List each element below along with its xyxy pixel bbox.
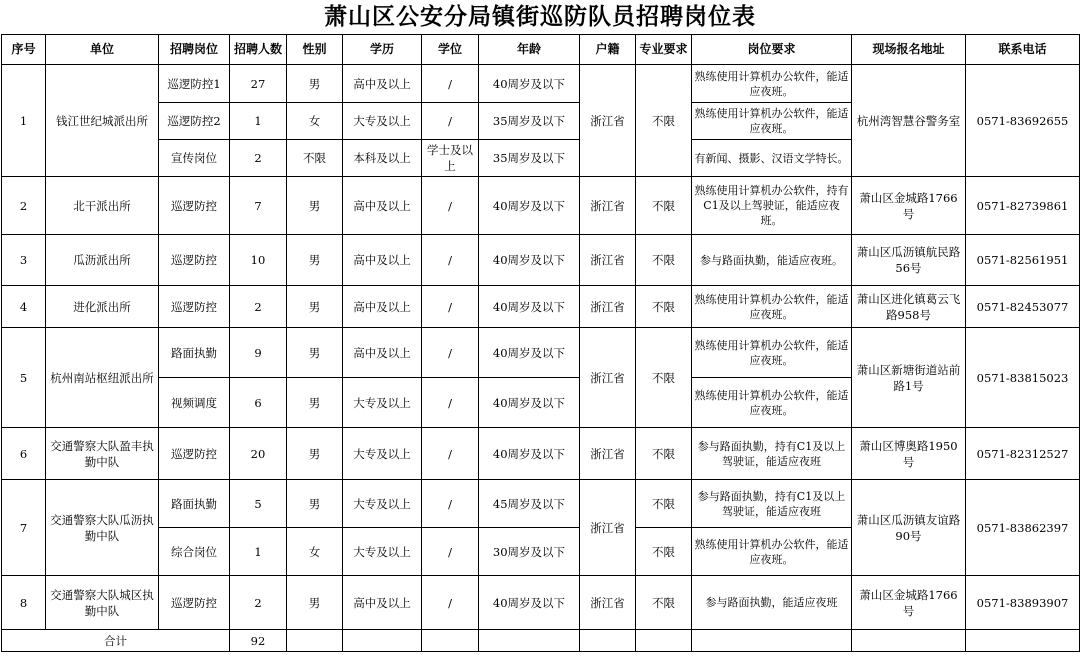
- post-requirement: 熟练使用计算机办公软件，能适应夜班。: [692, 65, 852, 103]
- household-registration: 浙江省: [580, 177, 636, 235]
- total-row: [2, 630, 1080, 652]
- gender: 男: [287, 576, 343, 630]
- post-name: 巡逻防控2: [159, 103, 230, 140]
- row-number: 5: [2, 328, 46, 428]
- header-cell: 联系电话: [966, 35, 1080, 65]
- unit-name: 瓜沥派出所: [46, 235, 159, 286]
- age-limit: 30周岁及以下: [479, 528, 580, 576]
- household-registration: 浙江省: [580, 65, 636, 177]
- degree: /: [422, 528, 479, 576]
- gender: 男: [287, 177, 343, 235]
- post-requirement: 熟练使用计算机办公软件，能适应夜班。: [692, 103, 852, 140]
- hire-count: 10: [230, 235, 287, 286]
- household-registration: 浙江省: [580, 576, 636, 630]
- education: 高中及以上: [343, 65, 422, 103]
- empty-cell: [479, 630, 580, 652]
- education: 高中及以上: [343, 177, 422, 235]
- header-cell: 户籍: [580, 35, 636, 65]
- empty-cell: [580, 630, 636, 652]
- row-number: 3: [2, 235, 46, 286]
- hire-count: 27: [230, 65, 287, 103]
- major-requirement: 不限: [636, 528, 692, 576]
- education: 高中及以上: [343, 235, 422, 286]
- major-requirement: 不限: [636, 177, 692, 235]
- post-requirement: 参与路面执勤，持有C1及以上驾驶证，能适应夜班: [692, 428, 852, 480]
- education: 高中及以上: [343, 328, 422, 378]
- table-row: [2, 235, 1080, 286]
- post-name: 巡逻防控: [159, 177, 230, 235]
- header-cell: 单位: [46, 35, 159, 65]
- empty-cell: [343, 630, 422, 652]
- major-requirement: 不限: [636, 286, 692, 328]
- header-cell: 学位: [422, 35, 479, 65]
- age-limit: 40周岁及以下: [479, 378, 580, 428]
- household-registration: 浙江省: [580, 428, 636, 480]
- row-number: 6: [2, 428, 46, 480]
- post-name: 宣传岗位: [159, 140, 230, 177]
- education: 高中及以上: [343, 576, 422, 630]
- post-requirement: 有新闻、摄影、汉语文学特长。: [692, 140, 852, 177]
- gender: 男: [287, 328, 343, 378]
- education: 大专及以上: [343, 378, 422, 428]
- row-number: 7: [2, 480, 46, 576]
- table-row: [2, 177, 1080, 235]
- degree: /: [422, 65, 479, 103]
- row-number: 4: [2, 286, 46, 328]
- degree: /: [422, 235, 479, 286]
- empty-cell: [966, 630, 1080, 652]
- contact-phone: 0571-82561951: [966, 235, 1080, 286]
- post-requirement: 参与路面执勤，能适应夜班: [692, 576, 852, 630]
- post-name: 路面执勤: [159, 480, 230, 528]
- contact-phone: 0571-82739861: [966, 177, 1080, 235]
- unit-name: 交通警察大队盈丰执勤中队: [46, 428, 159, 480]
- degree: /: [422, 328, 479, 378]
- gender: 男: [287, 378, 343, 428]
- hire-count: 2: [230, 140, 287, 177]
- header-cell: 年龄: [479, 35, 580, 65]
- header-cell: 岗位要求: [692, 35, 852, 65]
- empty-cell: [287, 630, 343, 652]
- hire-count: 20: [230, 428, 287, 480]
- age-limit: 40周岁及以下: [479, 328, 580, 378]
- post-name: 巡逻防控: [159, 428, 230, 480]
- degree: /: [422, 103, 479, 140]
- contact-phone: 0571-83893907: [966, 576, 1080, 630]
- contact-phone: 0571-83692655: [966, 65, 1080, 177]
- age-limit: 35周岁及以下: [479, 103, 580, 140]
- post-requirement: 熟练使用计算机办公软件，能适应夜班。: [692, 328, 852, 378]
- post-name: 巡逻防控: [159, 576, 230, 630]
- contact-phone: 0571-83815023: [966, 328, 1080, 428]
- hire-count: 1: [230, 103, 287, 140]
- header-cell: 现场报名地址: [852, 35, 966, 65]
- header-cell: 性别: [287, 35, 343, 65]
- hire-count: 1: [230, 528, 287, 576]
- post-requirement: 熟练使用计算机办公软件，持有C1及以上驾驶证，能适应夜班。: [692, 177, 852, 235]
- empty-cell: [636, 630, 692, 652]
- signup-address: 萧山区金城路1766号: [852, 177, 966, 235]
- education: 大专及以上: [343, 103, 422, 140]
- signup-address: 萧山区博奥路1950号: [852, 428, 966, 480]
- age-limit: 40周岁及以下: [479, 428, 580, 480]
- contact-phone: 0571-83862397: [966, 480, 1080, 576]
- degree: /: [422, 378, 479, 428]
- degree: /: [422, 480, 479, 528]
- total-count: 92: [230, 630, 287, 652]
- row-number: 1: [2, 65, 46, 177]
- hire-count: 2: [230, 286, 287, 328]
- age-limit: 35周岁及以下: [479, 140, 580, 177]
- empty-cell: [692, 630, 852, 652]
- gender: 男: [287, 235, 343, 286]
- post-requirement: 参与路面执勤，持有C1及以上驾驶证，能适应夜班: [692, 480, 852, 528]
- empty-cell: [422, 630, 479, 652]
- signup-address: 萧山区金城路1766号: [852, 576, 966, 630]
- gender: 男: [287, 428, 343, 480]
- signup-address: 萧山区瓜沥镇航民路56号: [852, 235, 966, 286]
- household-registration: 浙江省: [580, 235, 636, 286]
- contact-phone: 0571-82312527: [966, 428, 1080, 480]
- gender: 女: [287, 528, 343, 576]
- row-number: 2: [2, 177, 46, 235]
- gender: 男: [287, 286, 343, 328]
- table-row: [2, 576, 1080, 630]
- table-row: [2, 65, 1080, 103]
- unit-name: 北干派出所: [46, 177, 159, 235]
- hire-count: 5: [230, 480, 287, 528]
- age-limit: 40周岁及以下: [479, 286, 580, 328]
- gender: 男: [287, 480, 343, 528]
- degree: /: [422, 177, 479, 235]
- education: 高中及以上: [343, 286, 422, 328]
- education: 大专及以上: [343, 480, 422, 528]
- table-row: [2, 286, 1080, 328]
- header-cell: 学历: [343, 35, 422, 65]
- age-limit: 40周岁及以下: [479, 177, 580, 235]
- post-requirement: 熟练使用计算机办公软件，能适应夜班。: [692, 528, 852, 576]
- degree: /: [422, 286, 479, 328]
- table-row: [2, 328, 1080, 378]
- signup-address: 萧山区进化镇葛云飞路958号: [852, 286, 966, 328]
- gender: 不限: [287, 140, 343, 177]
- empty-cell: [852, 630, 966, 652]
- age-limit: 45周岁及以下: [479, 480, 580, 528]
- major-requirement: 不限: [636, 65, 692, 177]
- post-name: 视频调度: [159, 378, 230, 428]
- household-registration: 浙江省: [580, 328, 636, 428]
- recruitment-table: [1, 34, 1080, 652]
- table-row: [2, 480, 1080, 528]
- hire-count: 2: [230, 576, 287, 630]
- unit-name: 钱江世纪城派出所: [46, 65, 159, 177]
- degree: /: [422, 428, 479, 480]
- header-cell: 招聘人数: [230, 35, 287, 65]
- gender: 女: [287, 103, 343, 140]
- post-requirement: 熟练使用计算机办公软件，能适应夜班。: [692, 286, 852, 328]
- gender: 男: [287, 65, 343, 103]
- degree: /: [422, 576, 479, 630]
- contact-phone: 0571-82453077: [966, 286, 1080, 328]
- age-limit: 40周岁及以下: [479, 235, 580, 286]
- header-row: [2, 35, 1080, 65]
- post-name: 路面执勤: [159, 328, 230, 378]
- household-registration: 浙江省: [580, 480, 636, 576]
- education: 大专及以上: [343, 528, 422, 576]
- household-registration: 浙江省: [580, 286, 636, 328]
- major-requirement: 不限: [636, 328, 692, 428]
- major-requirement: 不限: [636, 428, 692, 480]
- total-label: 合计: [2, 630, 230, 652]
- post-name: 巡逻防控1: [159, 65, 230, 103]
- age-limit: 40周岁及以下: [479, 576, 580, 630]
- age-limit: 40周岁及以下: [479, 65, 580, 103]
- unit-name: 交通警察大队城区执勤中队: [46, 576, 159, 630]
- education: 本科及以上: [343, 140, 422, 177]
- unit-name: 交通警察大队瓜沥执勤中队: [46, 480, 159, 576]
- header-cell: 专业要求: [636, 35, 692, 65]
- degree: 学士及以上: [422, 140, 479, 177]
- page-title: 萧山区公安分局镇街巡防队员招聘岗位表: [324, 3, 756, 30]
- signup-address: 杭州湾智慧谷警务室: [852, 65, 966, 177]
- hire-count: 6: [230, 378, 287, 428]
- signup-address: 萧山区新塘街道站前路1号: [852, 328, 966, 428]
- unit-name: 杭州南站枢纽派出所: [46, 328, 159, 428]
- post-requirement: 熟练使用计算机办公软件，能适应夜班。: [692, 378, 852, 428]
- major-requirement: 不限: [636, 235, 692, 286]
- major-requirement: 不限: [636, 480, 692, 528]
- post-name: 巡逻防控: [159, 286, 230, 328]
- header-cell: 招聘岗位: [159, 35, 230, 65]
- post-name: 综合岗位: [159, 528, 230, 576]
- education: 大专及以上: [343, 428, 422, 480]
- unit-name: 进化派出所: [46, 286, 159, 328]
- post-name: 巡逻防控: [159, 235, 230, 286]
- hire-count: 7: [230, 177, 287, 235]
- post-requirement: 参与路面执勤，能适应夜班。: [692, 235, 852, 286]
- header-cell: 序号: [2, 35, 46, 65]
- major-requirement: 不限: [636, 576, 692, 630]
- signup-address: 萧山区瓜沥镇友谊路90号: [852, 480, 966, 576]
- row-number: 8: [2, 576, 46, 630]
- hire-count: 9: [230, 328, 287, 378]
- table-row: [2, 428, 1080, 480]
